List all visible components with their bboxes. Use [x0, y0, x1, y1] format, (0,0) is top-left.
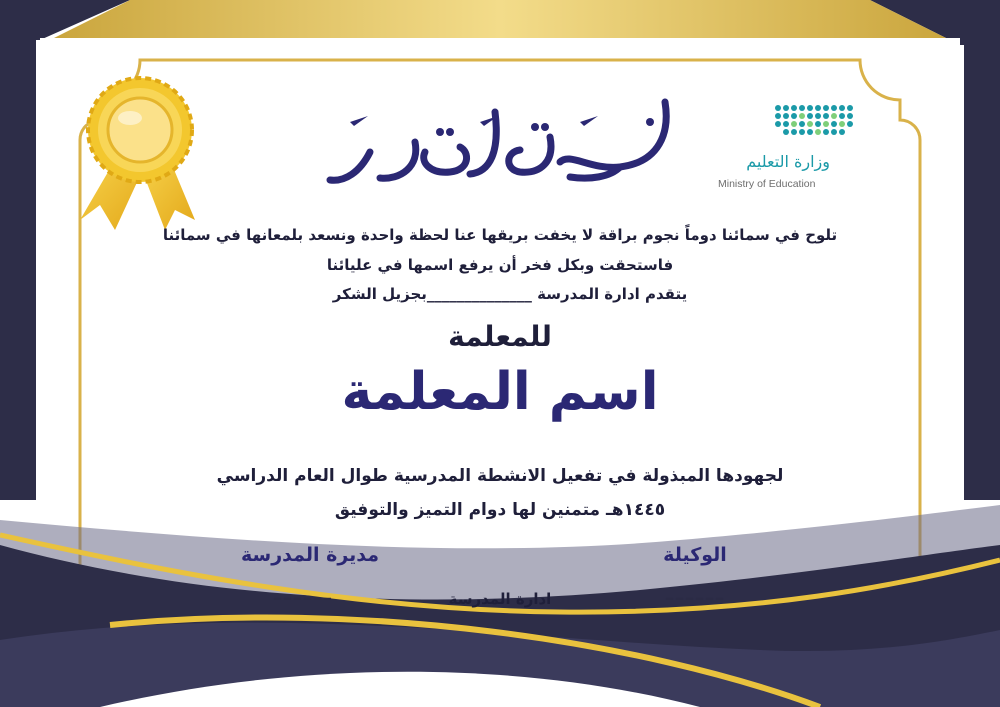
body-line-1: لجهودها المبذولة في تفعيل الانشطة المدرسية طوال العام الدراسي [216, 466, 784, 486]
signature-title-principal: مديرة المدرسة [240, 544, 380, 566]
right-side-strip [964, 40, 1000, 500]
school-administration-label: ادارة المدرسة [448, 590, 552, 608]
intro-line-3: يتقدم ادارة المدرسة ______________بجزيل الشكر [332, 285, 688, 303]
signature-title-deputy: الوكيلة [663, 544, 727, 566]
title-calligraphy [320, 92, 680, 192]
intro-line-1: تلوح في سمائنا دوماً نجوم براقة لا يخفت بريقها عنا لحظة واحدة ونسعد بلمعانها في سمائنا [162, 226, 838, 244]
left-side-strip [0, 40, 36, 500]
signature-line-principal: –––––– [273, 588, 333, 609]
ministry-name-arabic: وزارة التعليم [746, 152, 830, 171]
body-line-2: ١٤٤٥هـ متمنين لها دوام التميز والتوفيق [334, 500, 666, 520]
ministry-name-english: Ministry of Education [718, 178, 816, 190]
recipient-name: اسم المعلمة [341, 362, 659, 422]
recipient-prefix: للمعلمة [448, 320, 552, 353]
intro-line-2: فاستحقت وبكل فخر أن يرفع اسمها في عليائنا [326, 256, 674, 274]
medal-center [108, 98, 172, 162]
signature-line-deputy: –––––– [665, 588, 725, 609]
